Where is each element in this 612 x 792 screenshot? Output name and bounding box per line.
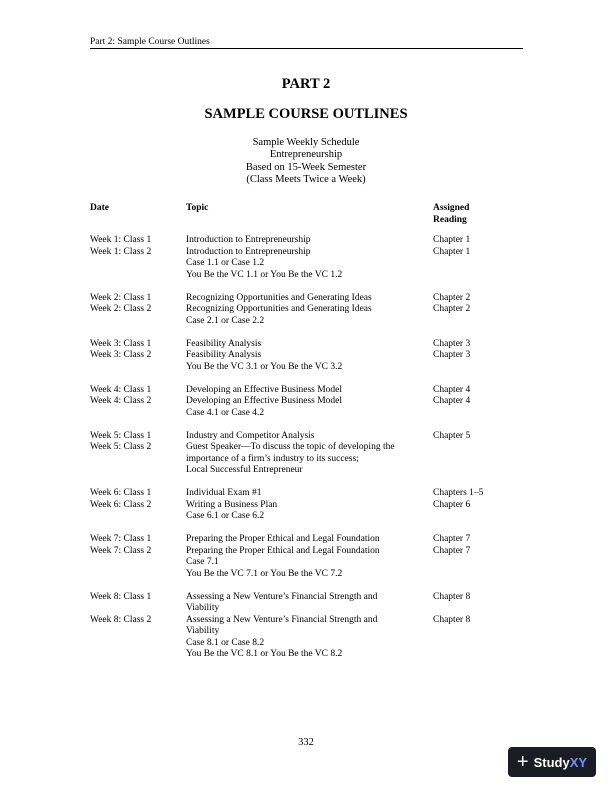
running-header: Part 2: Sample Course Outlines — [90, 37, 523, 49]
topic-line: Developing an Effective Business Model — [186, 396, 343, 406]
row-reading: Chapter 2 — [433, 292, 471, 303]
row-topic — [186, 546, 433, 581]
schedule-row — [90, 350, 520, 373]
row-reading: Chapters 1–5 — [433, 488, 484, 498]
column-header-reading-line: Assigned — [433, 203, 470, 213]
topic-line: Preparing the Proper Ethical and Legal Foundation — [186, 534, 380, 544]
topic-line: importance of a firm’s industry to its success; — [186, 453, 359, 464]
row-topic — [186, 592, 433, 615]
row-reading: Chapter 2 — [433, 304, 471, 314]
schedule-week — [90, 385, 520, 420]
topic-line: Feasibility Analysis — [186, 350, 262, 360]
row-date: Week 4: Class 2 — [90, 396, 152, 406]
row-reading: Chapter 3 — [433, 338, 471, 349]
row-reading: Chapter 1 — [433, 235, 471, 245]
row-topic — [186, 385, 433, 397]
topic-line: Assessing a New Venture’s Financial Strength and — [186, 591, 378, 602]
subtitle-line: Based on 15-Week Semester — [245, 161, 367, 173]
row-topic — [186, 442, 433, 477]
row-date: Week 6: Class 2 — [90, 499, 152, 510]
row-reading — [433, 442, 520, 477]
row-topic — [186, 534, 433, 546]
row-date: Week 8: Class 2 — [90, 614, 152, 625]
row-reading: Chapter 4 — [433, 384, 471, 395]
row-reading: Chapter 7 — [433, 545, 471, 556]
row-topic — [186, 350, 433, 373]
row-reading: Chapter 7 — [433, 534, 471, 544]
subtitle-line: (Class Meets Twice a Week) — [246, 174, 366, 186]
topic-line: Feasibility Analysis — [186, 338, 262, 349]
topic-line: You Be the VC 3.1 or You Be the VC 3.2 — [186, 361, 343, 372]
row-date: Week 2: Class 2 — [90, 304, 152, 314]
subtitle-line: Entrepreneurship — [269, 149, 343, 161]
schedule-week — [90, 534, 520, 580]
row-reading: Chapter 8 — [433, 614, 471, 625]
row-date: Week 6: Class 1 — [90, 488, 152, 498]
schedule-week — [90, 431, 520, 477]
column-header-date: Date — [90, 203, 109, 213]
row-date: Week 1: Class 1 — [90, 235, 152, 245]
section-title: SAMPLE COURSE OUTLINES — [204, 106, 408, 122]
topic-line: Viability — [186, 626, 220, 636]
row-reading: Chapter 8 — [433, 591, 471, 602]
row-date: Week 4: Class 1 — [90, 384, 152, 395]
topic-line: You Be the VC 1.1 or You Be the VC 1.2 — [186, 269, 343, 280]
row-topic — [186, 500, 433, 523]
column-header-reading-line: Reading — [433, 214, 467, 225]
row-topic — [186, 488, 433, 500]
topic-line: Industry and Competitor Analysis — [186, 430, 315, 441]
schedule-row — [90, 293, 520, 305]
row-date: Week 5: Class 2 — [90, 442, 152, 452]
schedule-row — [90, 385, 520, 397]
topic-line: Assessing a New Venture’s Financial Strength and — [186, 614, 378, 625]
column-header-reading — [433, 203, 503, 226]
schedule-row — [90, 488, 520, 500]
row-date: Week 5: Class 1 — [90, 430, 152, 441]
column-header-topic: Topic — [186, 203, 209, 213]
schedule-row — [90, 442, 520, 477]
row-date: Week 7: Class 1 — [90, 534, 152, 544]
topic-line: Case 6.1 or Case 6.2 — [186, 511, 265, 521]
row-date: Week 8: Class 1 — [90, 591, 152, 602]
topic-line: You Be the VC 8.1 or You Be the VC 8.2 — [186, 649, 343, 659]
row-topic — [186, 615, 433, 661]
row-date: Week 3: Class 2 — [90, 350, 152, 360]
topic-line: Viability — [186, 603, 220, 613]
schedule-week — [90, 488, 520, 523]
plus-icon: + — [516, 751, 529, 773]
row-topic — [186, 339, 433, 351]
schedule-row — [90, 592, 520, 615]
schedule-row — [90, 534, 520, 546]
row-reading: Chapter 5 — [433, 430, 471, 441]
topic-line: Guest Speaker—To discuss the topic of developing the — [186, 442, 395, 452]
row-date: Week 7: Class 2 — [90, 545, 152, 556]
schedule-week — [90, 339, 520, 374]
row-date: Week 1: Class 2 — [90, 246, 152, 257]
schedule-row — [90, 431, 520, 443]
row-reading: Chapter 3 — [433, 350, 471, 360]
schedule-subtitle — [0, 137, 612, 187]
part-title: PART 2 — [281, 76, 331, 92]
schedule-table — [90, 235, 520, 672]
badge-accent-text: XY — [569, 754, 588, 770]
topic-line: Case 8.1 or Case 8.2 — [186, 637, 265, 648]
schedule-row — [90, 396, 520, 419]
studyxy-badge[interactable] — [508, 747, 596, 777]
topic-line: Introduction to Entrepreneurship — [186, 235, 311, 245]
topic-line: Case 4.1 or Case 4.2 — [186, 407, 265, 418]
topic-line: Case 2.1 or Case 2.2 — [186, 315, 265, 326]
schedule-row — [90, 339, 520, 351]
schedule-row — [90, 304, 520, 327]
schedule-week — [90, 293, 520, 328]
row-topic — [186, 304, 433, 327]
page-number: 332 — [298, 737, 314, 748]
topic-line: Preparing the Proper Ethical and Legal Foundation — [186, 545, 380, 556]
topic-line: Recognizing Opportunities and Generating Ideas — [186, 292, 372, 303]
topic-line: Developing an Effective Business Model — [186, 384, 343, 395]
schedule-row — [90, 247, 520, 282]
topic-line: Case 7.1 — [186, 557, 219, 567]
row-topic — [186, 235, 433, 247]
row-topic — [186, 247, 433, 282]
topic-line: Writing a Business Plan — [186, 499, 278, 510]
schedule-row — [90, 235, 520, 247]
row-reading: Chapter 6 — [433, 499, 471, 510]
row-date: Week 3: Class 1 — [90, 338, 152, 349]
topic-line: Local Successful Entrepreneur — [186, 465, 303, 475]
topic-line: Individual Exam #1 — [186, 488, 262, 498]
row-topic — [186, 431, 433, 443]
topic-line: Recognizing Opportunities and Generating Ideas — [186, 304, 372, 314]
badge-text: Study — [533, 754, 570, 770]
schedule-row — [90, 500, 520, 523]
schedule-row — [90, 615, 520, 661]
schedule-week — [90, 235, 520, 281]
topic-line: You Be the VC 7.1 or You Be the VC 7.2 — [186, 568, 343, 579]
row-date: Week 2: Class 1 — [90, 292, 152, 303]
row-reading: Chapter 4 — [433, 396, 471, 406]
row-topic — [186, 293, 433, 305]
subtitle-line: Sample Weekly Schedule — [252, 137, 360, 148]
row-topic — [186, 396, 433, 419]
topic-line: Introduction to Entrepreneurship — [186, 246, 311, 257]
schedule-row — [90, 546, 520, 581]
schedule-week — [90, 592, 520, 661]
topic-line: Case 1.1 or Case 1.2 — [186, 258, 265, 268]
row-reading: Chapter 1 — [433, 246, 471, 257]
